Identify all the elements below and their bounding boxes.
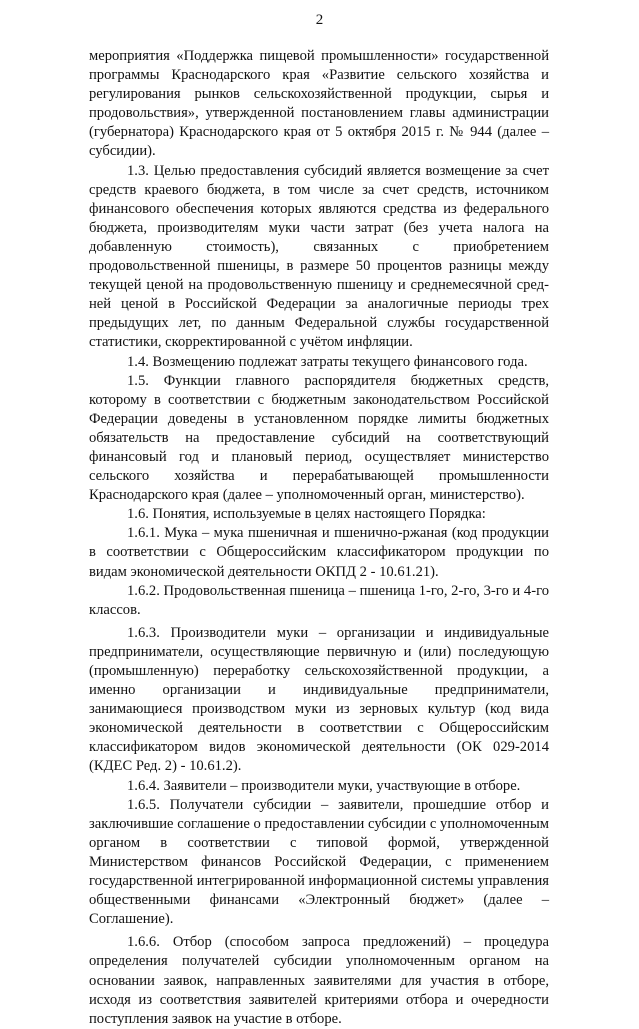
paragraph-1-6-5: 1.6.5. Получатели субсидии – заявители, прошедшие отбор и заключившие соглашение о предоставлении субсидии с уполномоченным органом в соответствии с типовой формой, утвержденной Министерством финансов Российской Федерации, с применением государственной интегрированной информационной системы управления общественными финансами «Электронный бюджет» (далее – Соглашение). — [89, 796, 549, 928]
document-body — [89, 47, 549, 1029]
paragraph-1-6: 1.6. Понятия, используемые в целях настоящего Порядка: — [127, 506, 486, 523]
page-number: 2 — [315, 12, 324, 28]
paragraph-1-6-4: 1.6.4. Заявители – производители муки, участвующие в отборе. — [127, 777, 521, 794]
paragraph-1-5: 1.5. Функции главного распорядителя бюджетных средств, которому в соответствии с бюджетным законодательством Российской Федерации доведены в установленном порядке лимиты бюджетных обязательств на предоставление субсидий на соответствующий финансовый год и плановый период, осуществляет министерство сельского хозяйства и перерабатывающей промышленности Краснодарского края (далее – уполномоченный орган, министерство). — [89, 372, 549, 504]
paragraph-1-4: 1.4. Возмещению подлежат затраты текущего финансового года. — [127, 353, 528, 370]
paragraph-1-3: 1.3. Целью предоставления субсидий является возмещение за счет средств краевого бюджета, в том числе за счет средств, источником финансового обеспечения которых являются средства из федерального бюджета, производителям муки части затрат (без учета налога на добавленную стоимость), связанных с приобретением продовольственной пшеницы, в размере 50 процентов разницы между текущей ценой на продовольственную пшеницу и среднемесячной средней ценой в Российской Федерации за аналогичные периоды трех предыдущих лет, по данным Федеральной службы государственной статистики, скорректированной с учётом инфляции. — [89, 162, 549, 351]
paragraph-continuation: мероприятия «Поддержка пищевой промышленности» государственной программы Краснодарского края «Развитие сельского хозяйства и регулирования рынков сельскохозяйственной продукции, сырья и продовольствия», утвержденной постановлением главы администрации (губернатора) Краснодарского края от 5 октября 2015 г. № 944 (далее – субсидии). — [89, 48, 549, 160]
paragraph-1-6-3: 1.6.3. Производители муки – организации и индивидуальные предприниматели, осуществляющие первичную и (или) последующую (промышленную) переработку сельскохозяйственной продукции, а именно организации и индивидуальные предприниматели, занимающиеся производством муки из зерновых культур (код вида экономической деятельности в соответствии с Общероссийским классификатором видов экономической деятельности (ОК 029-2014 (КДЕС Ред. 2) - 10.61.2). — [89, 624, 549, 775]
paragraph-1-6-1: 1.6.1. Мука – мука пшеничная и пшенично-ржаная (код продукции в соответствии с Общероссийским классификатором продукции по видам экономической деятельности ОКПД 2 - 10.61.21). — [89, 525, 549, 580]
paragraph-1-6-2: 1.6.2. Продовольственная пшеница – пшеница 1-го, 2-го, 3-го и 4-го классов. — [89, 582, 549, 618]
paragraph-1-6-6: 1.6.6. Отбор (способом запроса предложений) – процедура определения получателей субсидии уполномоченным органом на основании заявок, направленных заявителями для участия в отборе, исходя из соответствия заявителей критериями отбора и очередности поступления заявок на участие в отборе. — [89, 934, 549, 1027]
